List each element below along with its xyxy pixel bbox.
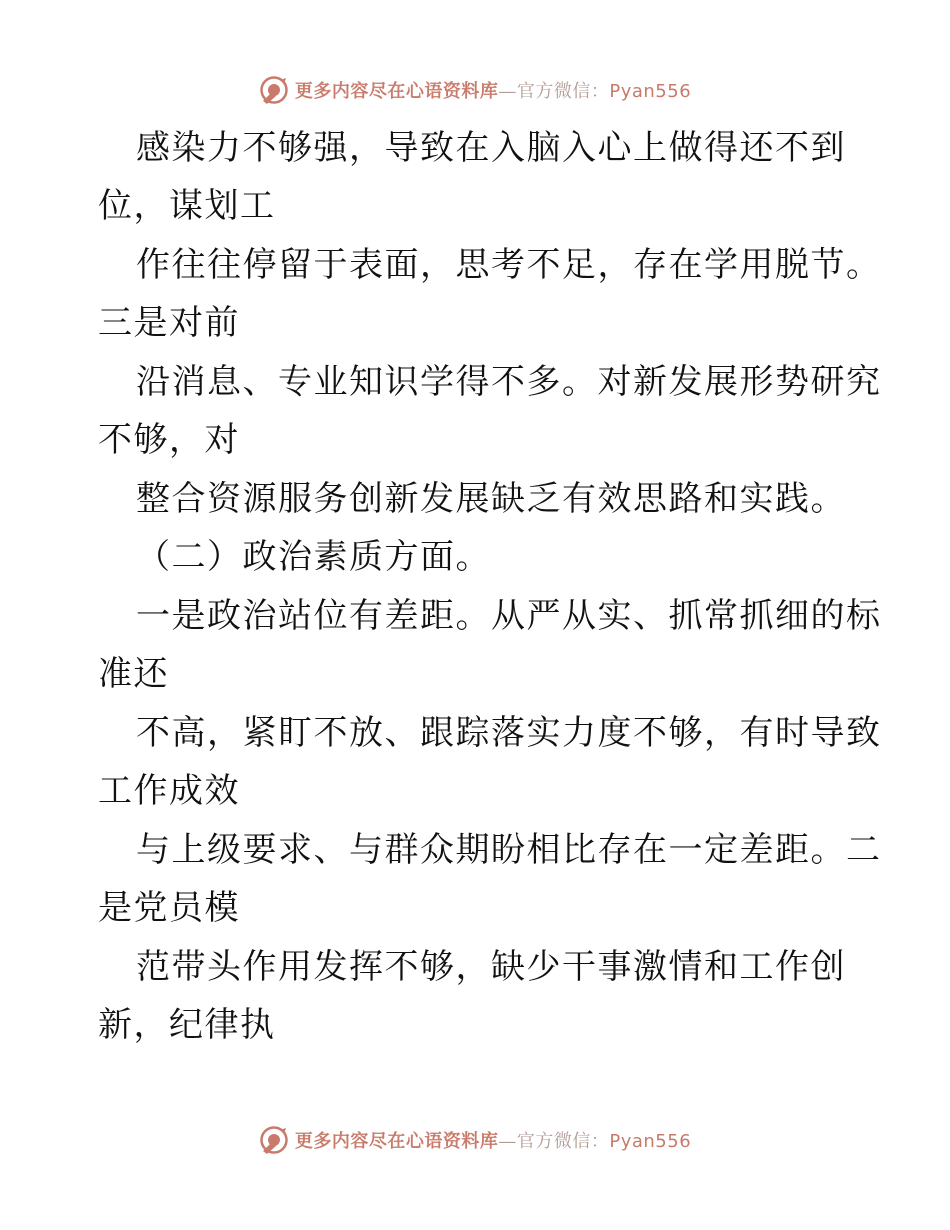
body-line: 是党员模 [98, 888, 240, 928]
section-heading: （二）政治素质方面。 [136, 537, 491, 577]
body-line: 沿消息、专业知识学得不多。对新发展形势研究 [136, 362, 882, 402]
body-line: 感染力不够强，导致在入脑入心上做得还不到 [136, 128, 846, 168]
banner-slogan: 更多内容尽在心语资料库 [294, 1131, 499, 1152]
body-line: 整合资源服务创新发展缺乏有效思路和实践。 [136, 479, 846, 519]
pen-circle-logo-icon [259, 1125, 289, 1155]
banner-text [295, 1127, 691, 1153]
banner-wechat-id: Pyan556 [609, 1131, 692, 1152]
body-line: 位，谋划工 [98, 186, 276, 226]
banner-separator: — [498, 81, 517, 102]
body-line: 一是政治站位有差距。从严从实、抓常抓细的标 [136, 596, 882, 636]
body-line: 不够，对 [98, 420, 240, 460]
banner-wechat-label: 官方微信： [516, 81, 610, 102]
pen-circle-logo-icon [259, 75, 289, 105]
body-line: 作往往停留于表面，思考不足，存在学用脱节。 [136, 245, 882, 285]
banner-wechat-label: 官方微信： [516, 1131, 610, 1152]
body-line: 范带头作用发挥不够，缺少干事激情和工作创 [136, 947, 846, 987]
body-line: 与上级要求、与群众期盼相比存在一定差距。二 [136, 830, 882, 870]
body-line: 三是对前 [98, 303, 240, 343]
body-line: 准还 [98, 654, 169, 694]
banner-separator: — [498, 1131, 517, 1152]
body-line: 不高，紧盯不放、跟踪落实力度不够，有时导致 [136, 713, 882, 753]
footer-banner [0, 1120, 950, 1160]
body-line: 新，纪律执 [98, 1005, 276, 1045]
header-banner [0, 70, 950, 110]
banner-slogan: 更多内容尽在心语资料库 [294, 81, 499, 102]
banner-wechat-id: Pyan556 [609, 81, 692, 102]
body-line: 工作成效 [98, 771, 240, 811]
banner-text [295, 77, 691, 103]
